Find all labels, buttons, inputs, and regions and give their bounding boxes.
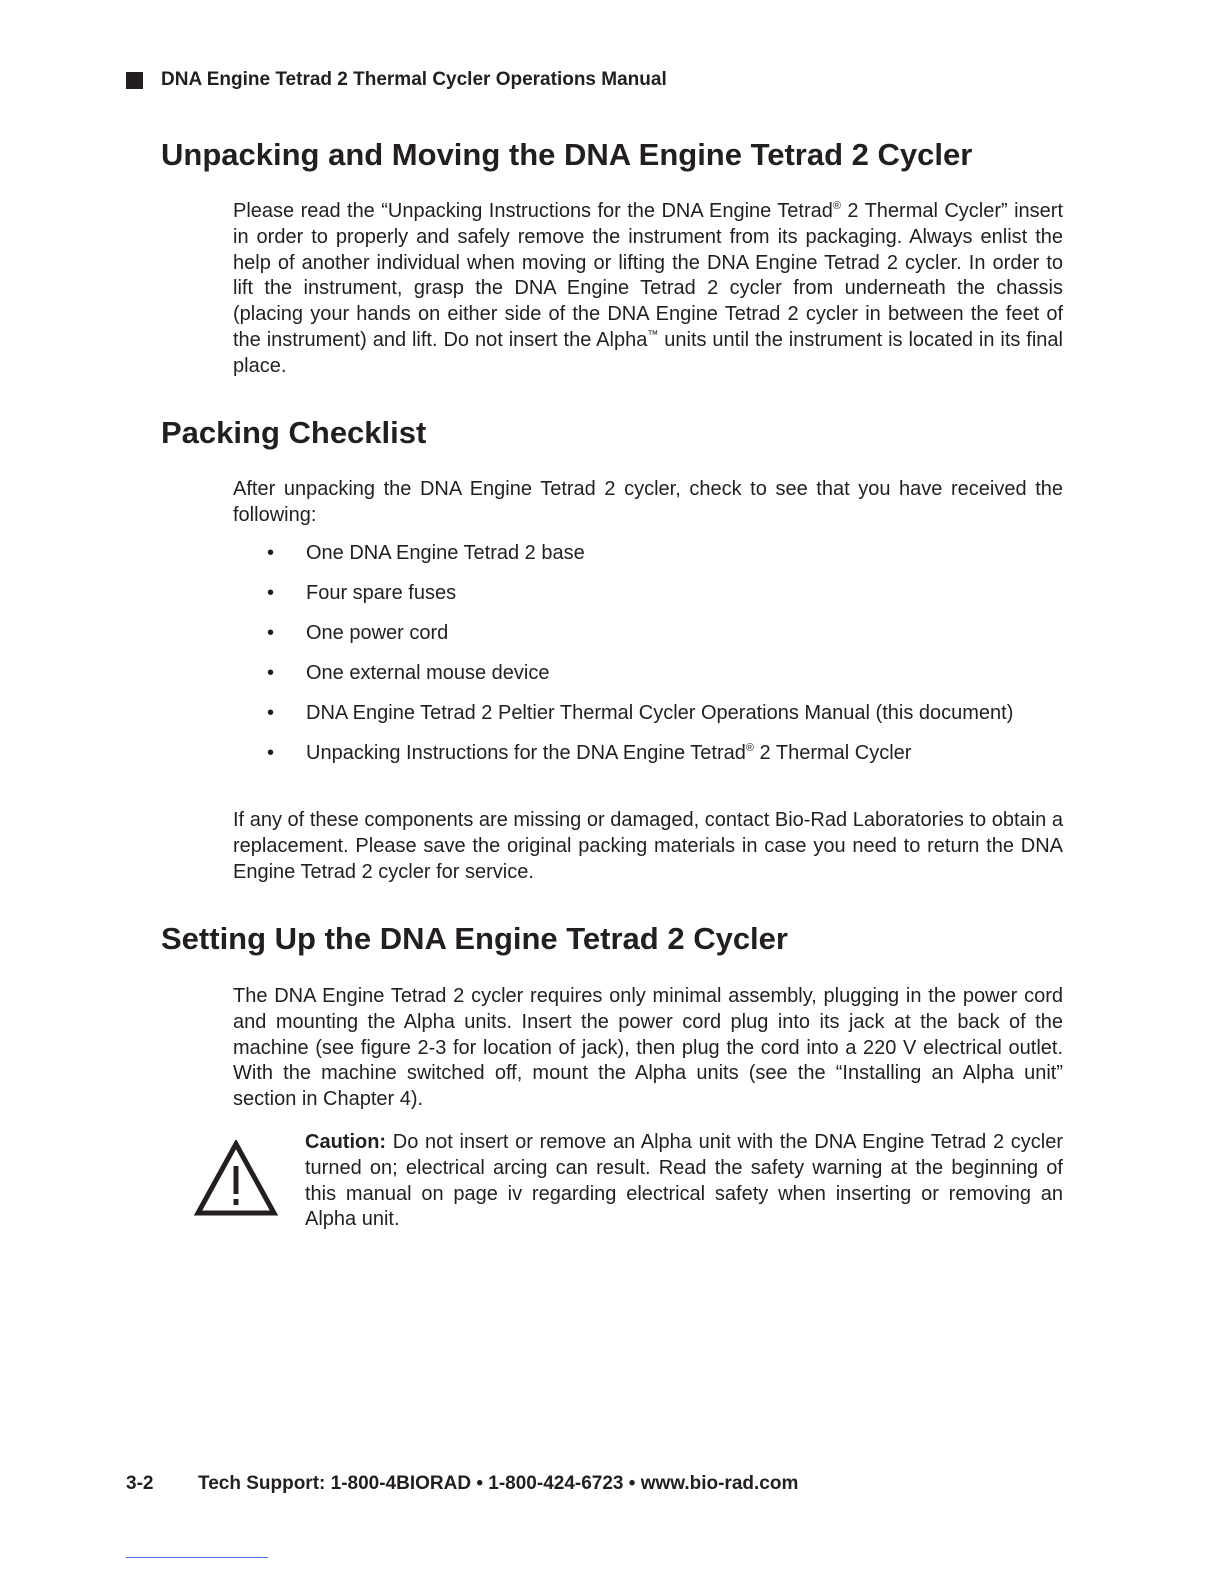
- running-header: DNA Engine Tetrad 2 Thermal Cycler Operations Manual: [161, 69, 667, 90]
- warning-triangle-icon: [194, 1140, 278, 1218]
- registered-mark: ®: [745, 741, 754, 754]
- list-item: • One external mouse device: [233, 661, 1063, 687]
- packing-checklist: [233, 541, 1063, 781]
- list-item: • Unpacking Instructions for the DNA Engine Tetrad® 2 Thermal Cycler: [233, 741, 1063, 767]
- header-marker: [126, 72, 143, 89]
- bullet: •: [267, 701, 275, 724]
- list-item: • One DNA Engine Tetrad 2 base: [233, 541, 1063, 567]
- footnote-rule: [126, 1557, 268, 1558]
- list-item: • DNA Engine Tetrad 2 Peltier Thermal Cycler Operations Manual (this document): [233, 701, 1063, 727]
- bullet: •: [267, 621, 275, 644]
- heading-setting-up: Setting Up the DNA Engine Tetrad 2 Cycler: [161, 921, 788, 956]
- registered-mark: ®: [832, 200, 841, 212]
- page-footer: [126, 1473, 798, 1495]
- caution-note: Caution: Do not insert or remove an Alpha unit with the DNA Engine Tetrad 2 cycler turned on; electrical arcing can result. Read the safety warning at the beginning of this manual on page iv regarding electrical safety when inserting or removing an Alpha unit.: [305, 1131, 1063, 1231]
- heading-unpacking: Unpacking and Moving the DNA Engine Tetrad 2 Cycler: [161, 137, 973, 172]
- checklist-intro: After unpacking the DNA Engine Tetrad 2 cycler, check to see that you have received the following:: [233, 478, 1063, 526]
- list-item: • Four spare fuses: [233, 581, 1063, 607]
- tech-support-line: Tech Support: 1-800-4BIORAD • 1-800-424-6723 • www.bio-rad.com: [198, 1473, 799, 1494]
- page-number: 3-2: [126, 1473, 154, 1494]
- bullet: •: [267, 741, 275, 764]
- bullet: •: [267, 581, 275, 604]
- heading-packing-checklist: Packing Checklist: [161, 415, 427, 450]
- bullet: •: [267, 542, 275, 564]
- trademark-mark: ™: [647, 328, 659, 341]
- checklist-outro: If any of these components are missing or damaged, contact Bio-Rad Laboratories to obtain a replacement. Please save the original packing materials in case you need to return the DNA Engine Tetrad 2 cycler for service.: [233, 809, 1063, 883]
- unpacking-paragraph: Please read the “Unpacking Instructions for the DNA Engine Tetrad® 2 Thermal Cycler” insert in order to properly and safely remove the instrument from its packaging. Always enlist the help of another individual when moving or lifting the DNA Engine Tetrad 2 cycler. In order to lift the instrument, grasp the DNA Engine Tetrad 2 cycler from underneath the chassis (placing your hands on either side of the DNA Engine Tetrad 2 cycler in between the feet of the instrument) and lift. Do not insert the Alpha™ units until the instrument is located in its final place.: [233, 200, 1063, 377]
- setup-paragraph: The DNA Engine Tetrad 2 cycler requires only minimal assembly, plugging in the power cord and mounting the Alpha units. Insert the power cord plug into its jack at the back of the machine (see figure 2-3 for location of jack), then plug the cord into a 220 V electrical outlet. With the machine switched off, mount the Alpha units (see the “Installing an Alpha unit” section in Chapter 4).: [233, 985, 1063, 1111]
- list-item: • One power cord: [233, 621, 1063, 647]
- bullet: •: [267, 661, 275, 684]
- caution-label: Caution:: [305, 1131, 387, 1153]
